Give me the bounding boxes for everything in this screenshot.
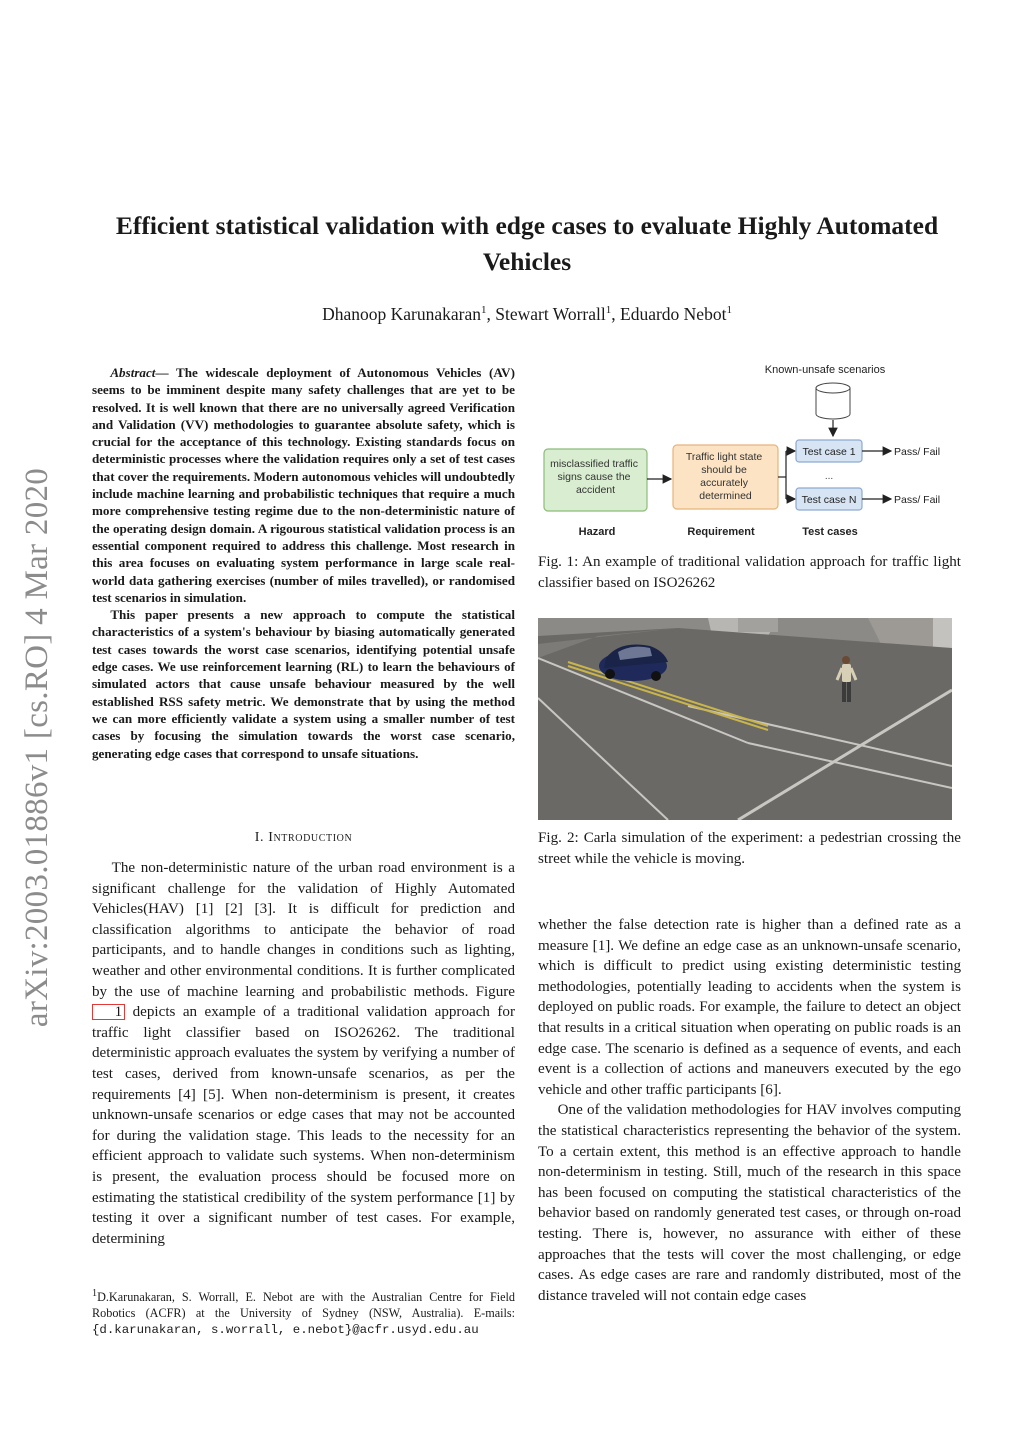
figure-link[interactable]: 1: [92, 1004, 125, 1020]
intro-text-left: [92, 858, 515, 1249]
arxiv-stamp: [18, 452, 58, 1042]
hazard-label: Hazard: [578, 526, 616, 538]
abstract: [92, 364, 515, 762]
hazard-box-text: misclassified traffic signs cause the accident: [550, 458, 638, 496]
author-affil: 1: [605, 304, 612, 317]
carla-simulation-image: [538, 618, 952, 820]
test-case-1-label: Test case 1: [802, 446, 856, 458]
intro-text-right: [538, 915, 961, 1306]
test-cases-label: Test cases: [802, 526, 858, 538]
author-name: Dhanoop Karunakaran: [322, 304, 481, 324]
footnote-emails: {d.karunakaran, s.worrall, e.nebot}@acfr.usyd.edu.au: [92, 1323, 479, 1338]
author-affil: 1: [726, 304, 732, 317]
body-paragraph: The non-deterministic nature of the urban road environment is a significant challenge for the validation of Highly Automated Vehicles(HAV) [1] [2] [3]. It is difficult for prediction and classification algorithms to anticipate the behavior of road participants, and to handle changes in conditions such as lighting, weather and other environmental conditions. It is further complicated by the use of machine learning and probabilistic methods. Figure 1 depicts an example of a traditional validation approach for traffic light classifier based on ISO26262. The traditional deterministic approach evaluates the system by verifying a number of test cases, derived from known-unsafe scenarios, as per the requirements [4] [5]. When non-determinism is present, it creates unknown-unsafe scenarios or edge cases that may not be accounted for during the validation stage. This leads to the necessity for an efficient approach to validate such systems. When non-determinism is present, the evaluation process should be focused more on estimating the statistical credibility of the system performance [1] by testing it over a significant number of test cases. For example, determining: [92, 860, 515, 1247]
arxiv-id: arXiv:2003.01886v1 [cs.RO] 4 Mar 2020: [19, 467, 56, 1027]
paper-title: Efficient statistical validation with edge cases to evaluate Highly Automated Vehicles: [115, 211, 939, 276]
requirement-label: Requirement: [687, 526, 755, 538]
abstract-paragraph: Abstract— The widescale deployment of Autonomous Vehicles (AV) seems to be imminent despite many safety challenges that are yet to be resolved. It is well known that there are no universally agreed Verification and Validation (VV) methodologies to guarantee absolute safety, which is crucial for the acceptance of this technology. Existing standards focus on deterministic processes where the validation requires only a set of test cases that cover the requirements. Modern autonomous vehicles will undoubtedly include machine learning and probabilistic techniques that require a much more comprehensive testing regime due to the non-deterministic nature of the operating design domain. A rigourous statistical validation process is an essential component required to address this challenge. Most research in this area focuses on evaluating system performance in large scale real-world data gathering exercises (number of miles travelled), or randomised test scenarios in simulation.: [92, 365, 515, 605]
body-paragraph: whether the false detection rate is higher than a defined rate as a measure [1]. We define an edge case as an unknown-unsafe scenario, which is difficult to predict using existing deterministic testing methodologies, potentially leading to accidents when the system is deployed on public roads. For example, the failure to detect an object that results in a critical situation when operating on public roads is an edge case. The scenario is defined as a sequence of events, and each event is a collection of actions and maneuvers executed by the ego vehicle and other traffic participants [6].: [538, 917, 961, 1098]
footnote: $^1$D.Karunakaran, S. Worrall, E. Nebot are with the Australian Centre for Field Robotics (ACFR) at the University of Sydney (NSW, Australia). E-mails: {d.karunakaran, s.worrall, e.nebot}@acfr.usyd.edu.au: [92, 1288, 515, 1338]
footnote-mark: 1: [92, 1288, 98, 1299]
fig1-top-label: Known-unsafe scenarios: [764, 364, 886, 376]
ellipsis: ...: [824, 471, 834, 482]
fig1-diagram: [538, 358, 968, 544]
author-affil: 1: [480, 304, 487, 317]
pass-fail-label: Pass/ Fail: [894, 494, 941, 506]
requirement-box-text: Traffic light state should be accurately determined: [685, 451, 763, 502]
abstract-paragraph: This paper presents a new approach to compute the statistical characteristics of a system's behaviour by biasing automatically generated test cases towards the worst case scenarios, identifying potential unsafe edge cases. We use reinforcement learning (RL) to learn the behaviours of simulated actors that cause unsafe behaviour measured by the well established RSS safety metric. We demonstrate that by using the method we can more efficiently validate a system using a smaller number of test cases by focusing the simulation towards the worst case scenario, generating edge cases that correspond to unsafe situations.: [92, 607, 515, 761]
fig2-caption: Fig. 2: Carla simulation of the experiment: a pedestrian crossing the street while the vehicle is moving.: [538, 830, 961, 867]
test-case-n-label: Test case N: [801, 494, 857, 506]
database-icon: [816, 383, 850, 419]
author-name: Eduardo Nebot: [620, 304, 727, 324]
author-list: Dhanoop Karunakaran$^1$, Stewart Worrall$^1$, Eduardo Nebot$^1$: [322, 304, 732, 324]
body-paragraph: One of the validation methodologies for HAV involves computing the statistical characteristics representing the behavior of the system. To a certain extent, this method is an effective approach to handle non-determinism in testing. Still, much of the research in this space has been focused on computing the statistical characteristics of the behavior based on randomly generated test cases, or through on-road testing. There is, however, no assurance with either of these approaches that the tests will cover the most challenging, or edge cases. As edge cases are rare and randomly distributed, most of the distance traveled will not contain edge cases: [538, 1102, 961, 1304]
section-title: Introduction: [268, 830, 353, 845]
fig1-caption: Fig. 1: An example of traditional validation approach for traffic light classifier based on ISO26262: [538, 554, 961, 591]
abstract-label: Abstract: [110, 365, 156, 380]
author-name: Stewart Worrall: [495, 304, 606, 324]
section-heading: I. Introduction: [254, 830, 353, 845]
pass-fail-label: Pass/ Fail: [894, 446, 941, 458]
